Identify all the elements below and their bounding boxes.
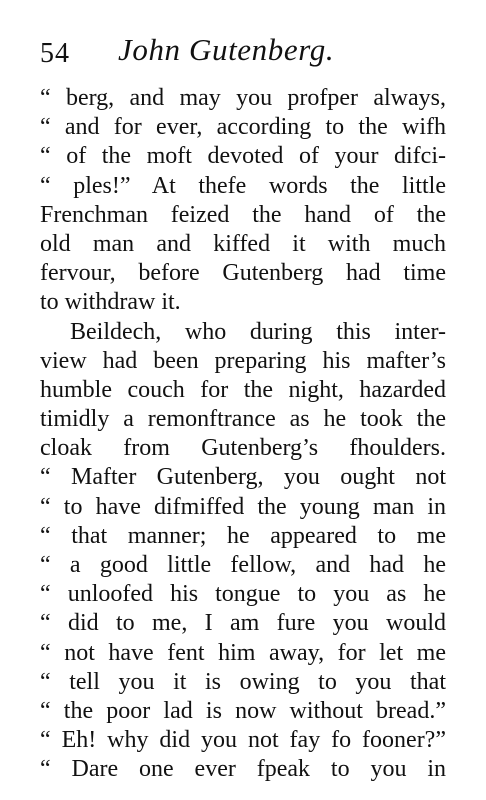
text-line: “ did to me, I am fure you would [40,610,446,637]
page-header [36,30,456,80]
text-line: “ ples!” At thefe words the little [40,172,446,199]
text-line: fervour, before Gutenberg had time [40,260,446,287]
text-line: “ the poor lad is now without bread.” [40,697,446,724]
text-line: view had been preparing his mafter’s [40,347,446,374]
page-number: 54 [40,38,70,69]
text-line: “ a good little fellow, and had he [40,552,446,578]
running-title: John Gutenberg. [118,32,335,67]
text-line: “ of the moft devoted of your difci- [40,143,446,170]
text-line: “ and for ever, according to the wifh [40,114,446,141]
text-line: “ Mafter Gutenberg, you ought not [40,464,446,491]
text-line: “ berg, and may you profper always, [40,85,446,111]
text-line: “ unloofed his tongue to you as he [40,581,446,608]
text-line: to withdraw it. [40,289,181,316]
text-line: “ to have difmiffed the young man in [40,493,446,520]
text-line: timidly a remonftrance as he took the [40,406,446,433]
paragraph-start-line: Beildech, who during this inter- [70,318,446,345]
body-text [40,84,446,785]
text-line: “ Eh! why did you not fay fo fooner?” [40,727,446,754]
text-line: “ tell you it is owing to you that [40,668,446,695]
text-line: cloak from Gutenberg’s fhoulders. [40,435,446,462]
text-line: Frenchman feized the hand of the [40,201,446,228]
text-line: old man and kiffed it with much [40,230,446,257]
text-line: “ not have fent him away, for let me [40,639,446,666]
text-line: “ that manner; he appeared to me [40,522,446,549]
text-line: “ Dare one ever fpeak to you in [40,756,446,783]
text-line: humble couch for the night, hazarded [40,376,446,403]
